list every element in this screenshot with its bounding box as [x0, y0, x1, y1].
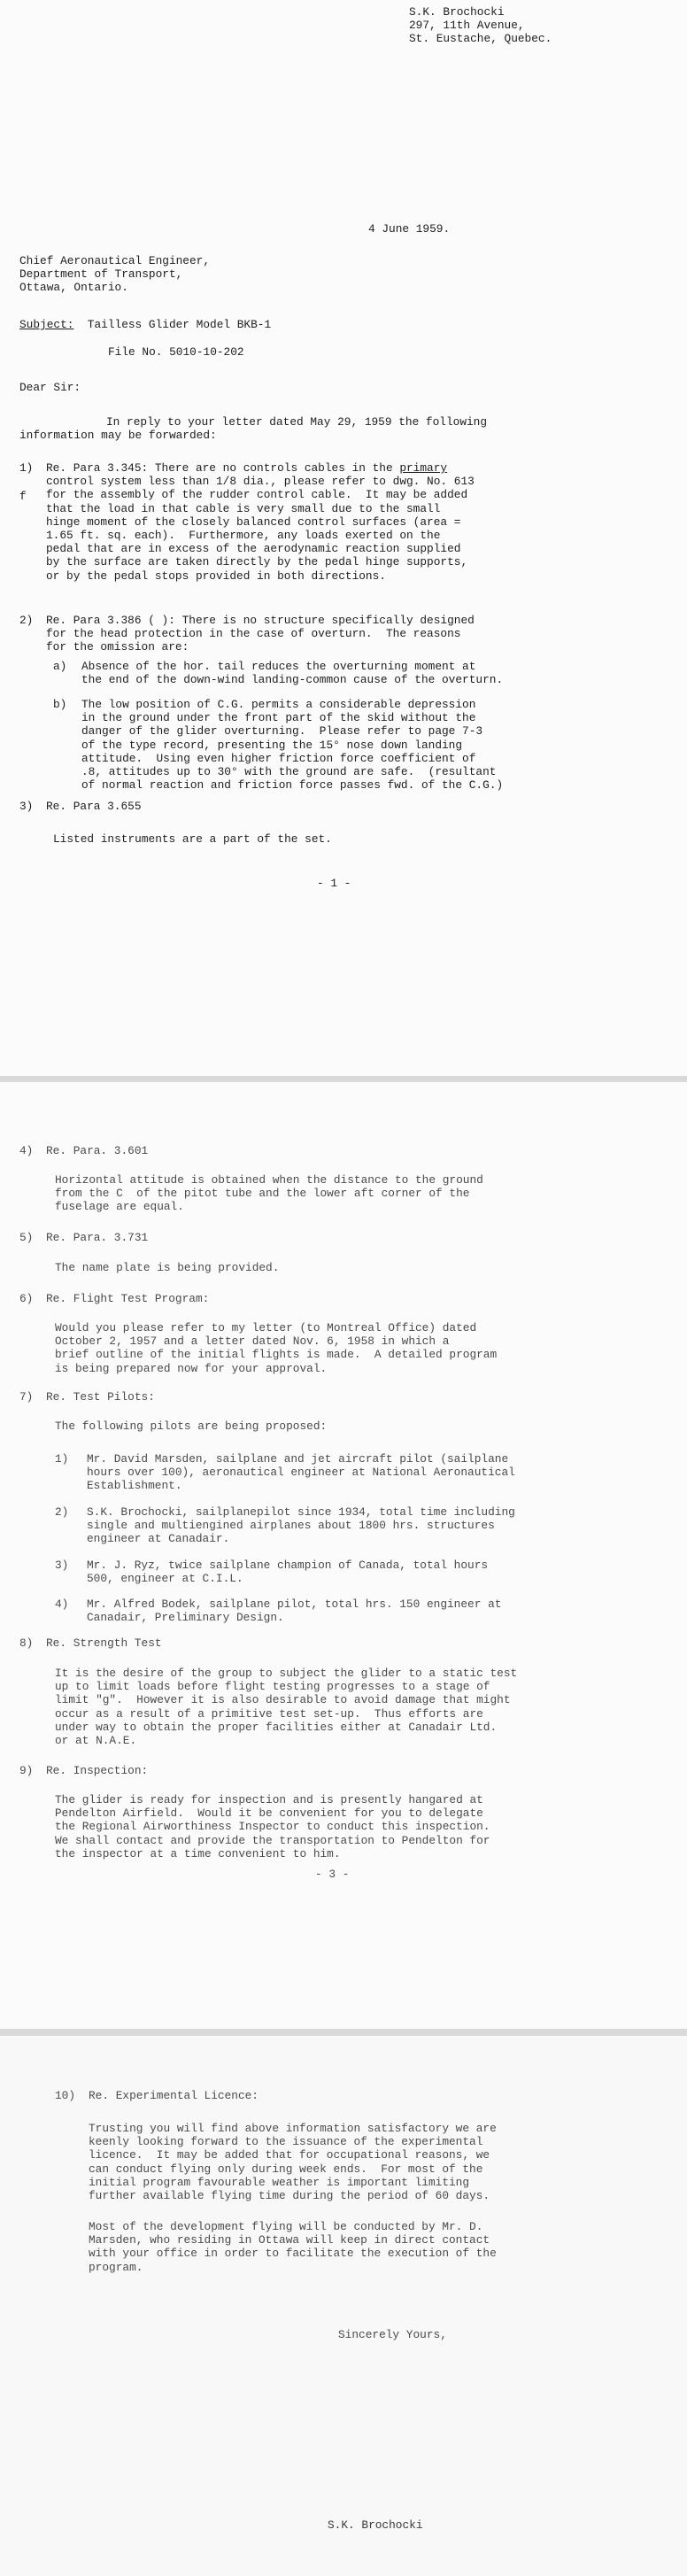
recipient-line-2: Department of Transport,: [19, 267, 183, 282]
item-2b-line-4: of the type record, presenting the 15° nose down landing: [81, 738, 463, 752]
item-5-heading: Re. Para. 3.731: [46, 1231, 149, 1244]
item-10-line-5: can conduct flying only during week ends. For most of the: [89, 2162, 483, 2176]
pilot-2-number: 2): [55, 1505, 69, 1519]
pilot-1-number: 1): [55, 1452, 69, 1466]
item-2b-line-2: in the ground under the front part of the skid without the: [81, 711, 476, 725]
item-6-line-2: Would you please refer to my letter (to Montreal Office) dated: [55, 1321, 477, 1334]
item-1-line-9: or by the pedal stops provided in both directions.: [46, 569, 386, 583]
item-2-line-3: for the omission are:: [46, 640, 189, 654]
item-6-body: [55, 1321, 497, 1375]
item-2b-label: b): [53, 698, 67, 711]
item-8-line-2: It is the desire of the group to subject the glider to a static test: [55, 1667, 518, 1680]
item-10-line-3: keenly looking forward to the issuance of the experimental: [89, 2135, 483, 2149]
item-8-body: [55, 1667, 517, 1747]
pilot-3-number: 3): [55, 1559, 69, 1572]
item-2a-line-1: Absence of the hor. tail reduces the overturning moment at: [81, 660, 476, 673]
pilot-4-line-2: Canadair, Preliminary Design.: [87, 1611, 284, 1625]
item-2b-line-6: .8, attitudes up to 30° with the ground are safe. (resultant: [81, 765, 497, 779]
item-6-line-5: is being prepared now for your approval.: [55, 1361, 328, 1375]
item-10-body-1: [89, 2122, 497, 2202]
sender-name: S.K. Brochocki: [409, 5, 505, 19]
margin-mark: f: [19, 490, 27, 503]
item-7-intro: The following pilots are being proposed:: [55, 1420, 328, 1433]
item-4-body: [55, 1173, 483, 1214]
sender-address: [409, 5, 552, 46]
item-8-line-5: occur as a result of a primitive test set-up. Thus efforts are: [55, 1706, 483, 1721]
item-7-heading: Re. Test Pilots:: [46, 1390, 155, 1404]
item-9-number: 9): [19, 1764, 34, 1777]
subject-line: [19, 318, 271, 331]
item-1-line-3: for the assembly of the rudder control cable. It may be added: [46, 488, 468, 502]
item-4-line-4: fuselage are equal.: [55, 1200, 184, 1214]
subject-text: Tailless Glider Model BKB-1: [87, 318, 272, 331]
item-3-number: 3): [19, 800, 34, 813]
item-4-heading: Re. Para. 3.601: [46, 1144, 149, 1157]
pilot-2-line-3: engineer at Canadair.: [87, 1532, 230, 1546]
item-1-number: 1): [19, 461, 34, 475]
page-number-1: - 1 -: [317, 877, 351, 890]
item-10-line-2: Trusting you will find above information satisfactory we are: [89, 2122, 497, 2135]
item-1-body: [46, 461, 475, 583]
item-1-line-4: that the load in that cable is very small due to the small: [46, 501, 441, 515]
pilot-4-number: 4): [55, 1597, 69, 1611]
item-9-line-3: Pendelton Airfield. Would it be convenient for you to delegate: [55, 1806, 483, 1821]
item-1-primary-underlined: primary: [399, 461, 448, 475]
pilot-1-line-1: Mr. David Marsden, sailplane and jet aircraft pilot (sailplane: [87, 1452, 509, 1466]
pilot-2-line-1: S.K. Brochocki, sailplanepilot since 1934, total time including: [87, 1505, 515, 1519]
item-2-line-2: for the head protection in the case of overturn. The reasons: [46, 627, 461, 641]
item-10-line-4: licence. It may be added that for occupational reasons, we: [89, 2148, 490, 2162]
item-1-line-5: hinge moment of the closely balanced control surfaces (area =: [46, 514, 461, 529]
item-10-line-11: program.: [89, 2260, 143, 2274]
item-9-heading: Re. Inspection:: [46, 1764, 149, 1777]
item-8-line-3: up to limit loads before flight testing progresses to a stage of: [55, 1680, 490, 1694]
item-2-line-1: Re. Para 3.386 ( ): There is no structure specifically designed: [46, 614, 475, 627]
item-10-line-7: further available flying time during the period of 60 days.: [89, 2189, 490, 2203]
salutation: Dear Sir:: [19, 381, 81, 394]
item-6-number: 6): [19, 1292, 34, 1305]
sender-street: 297, 11th Avenue,: [409, 19, 525, 33]
item-10-heading: Re. Experimental Licence:: [89, 2089, 259, 2102]
item-4-number: 4): [19, 1144, 34, 1157]
item-1-line-1: Re. Para 3.345: There are no controls cables in the: [46, 461, 400, 475]
intro-line-1: In reply to your letter dated May 29, 1959 the following: [106, 415, 488, 429]
letter-page-1: [0, 0, 687, 1076]
pilot-1-line-2: hours over 100), aeronautical engineer at National Aeronautical: [87, 1466, 515, 1480]
pilot-3-line-2: 500, engineer at C.I.L.: [87, 1572, 243, 1586]
signature-name: S.K. Brochocki: [328, 2518, 423, 2532]
pilot-3-line-1: Mr. J. Ryz, twice sailplane champion of Canada, total hours: [87, 1559, 489, 1572]
item-1-line-8: by the surface are taken directly by the pedal hinge supports,: [46, 555, 468, 569]
item-10-line-10: with your office in order to facilitate the execution of the: [89, 2247, 497, 2261]
item-3-text: Listed instruments are a part of the set.: [53, 832, 332, 846]
item-9-line-4: the Regional Airworthiness Inspector to conduct this inspection.: [55, 1820, 490, 1834]
item-1-line-2: control system less than 1/8 dia., please refer to dwg. No. 613: [46, 475, 475, 489]
item-10-line-9: Marsden, who residing in Ottawa will keep in direct contact: [89, 2233, 490, 2247]
item-10-line-8: Most of the development flying will be conducted by Mr. D.: [89, 2220, 483, 2233]
sender-city: St. Eustache, Quebec.: [409, 32, 552, 46]
item-3-heading: Re. Para 3.655: [46, 800, 142, 813]
item-6-line-4: brief outline of the initial flights is made. A detailed program: [55, 1348, 498, 1362]
item-8-line-4: limit "g". However it is also desirable to avoid damage that might: [55, 1693, 511, 1707]
item-9-body: [55, 1793, 490, 1860]
item-2b-line-3: danger of the glider overturning. Please refer to page 7-3: [81, 724, 483, 739]
item-1-line-7: pedal that are in excess of the aerodynamic reaction supplied: [46, 542, 461, 556]
item-2b-line-7: of normal reaction and friction force passes fwd. of the C.G.): [81, 778, 504, 793]
item-8-line-6: under way to obtain the proper facilities either at Canadair Ltd.: [55, 1720, 498, 1734]
item-2a-label: a): [53, 660, 67, 673]
pilot-4-line-1: Mr. Alfred Bodek, sailplane pilot, total hrs. 150 engineer at: [87, 1597, 502, 1611]
item-10-line-6: initial program favourable weather is important limiting: [89, 2175, 470, 2189]
item-9-line-6: the inspector at a time convenient to him.: [55, 1846, 341, 1860]
item-10-number: 10): [55, 2089, 76, 2102]
pilot-4-text: [87, 1597, 501, 1624]
item-2a-line-2: the end of the down-wind landing-common cause of the overturn.: [81, 673, 504, 687]
item-6-line-3: October 2, 1957 and a letter dated Nov. 6, 1958 in which a: [55, 1334, 450, 1349]
pilot-2-text: [87, 1505, 515, 1546]
recipient-line-1: Chief Aeronautical Engineer,: [19, 254, 211, 267]
intro-line-2: information may be forwarded:: [19, 429, 217, 442]
pilot-1-text: [87, 1452, 515, 1493]
letter-page-2: [0, 1082, 687, 2029]
item-10-body-2: [89, 2220, 497, 2274]
item-5-text: The name plate is being provided.: [55, 1261, 280, 1274]
letter-page-3: [0, 2036, 687, 2576]
item-2-body: [46, 614, 475, 654]
item-7-number: 7): [19, 1390, 34, 1404]
recipient-line-3: Ottawa, Ontario.: [19, 281, 128, 295]
pilot-3-text: [87, 1559, 488, 1585]
item-8-number: 8): [19, 1636, 34, 1650]
pilot-1-line-3: Establishment.: [87, 1479, 182, 1493]
item-2b-body: [81, 698, 503, 792]
item-8-heading: Re. Strength Test: [46, 1636, 162, 1650]
recipient-address: [19, 254, 210, 295]
item-5-number: 5): [19, 1231, 34, 1244]
item-2b-line-1: The low position of C.G. permits a considerable depression: [81, 698, 476, 711]
pilot-2-line-2: single and multiengined airplanes about 1800 hrs. structures: [87, 1519, 495, 1533]
item-2b-line-5: attitude. Using even higher friction force coefficient of: [81, 751, 476, 765]
page-number-3: - 3 -: [315, 1868, 350, 1881]
item-2a-body: [81, 660, 503, 686]
item-9-line-5: We shall contact and provide the transportation to Pendelton for: [55, 1833, 490, 1847]
item-6-heading: Re. Flight Test Program:: [46, 1292, 210, 1305]
item-9-line-2: The glider is ready for inspection and is presently hangared at: [55, 1793, 483, 1806]
file-number: File No. 5010-10-202: [108, 345, 244, 359]
item-1-line-6: 1.65 ft. sq. each). Furthermore, any loads exerted on the: [46, 529, 441, 543]
item-2-number: 2): [19, 614, 34, 627]
item-4-line-3: from the C of the pitot tube and the lower aft corner of the: [55, 1187, 470, 1201]
item-4-line-2: Horizontal attitude is obtained when the distance to the ground: [55, 1173, 483, 1187]
closing: Sincerely Yours,: [338, 2328, 447, 2341]
subject-label: Subject:: [19, 318, 74, 331]
letter-date: 4 June 1959.: [368, 222, 451, 236]
item-8-line-7: or at N.A.E.: [55, 1734, 137, 1748]
